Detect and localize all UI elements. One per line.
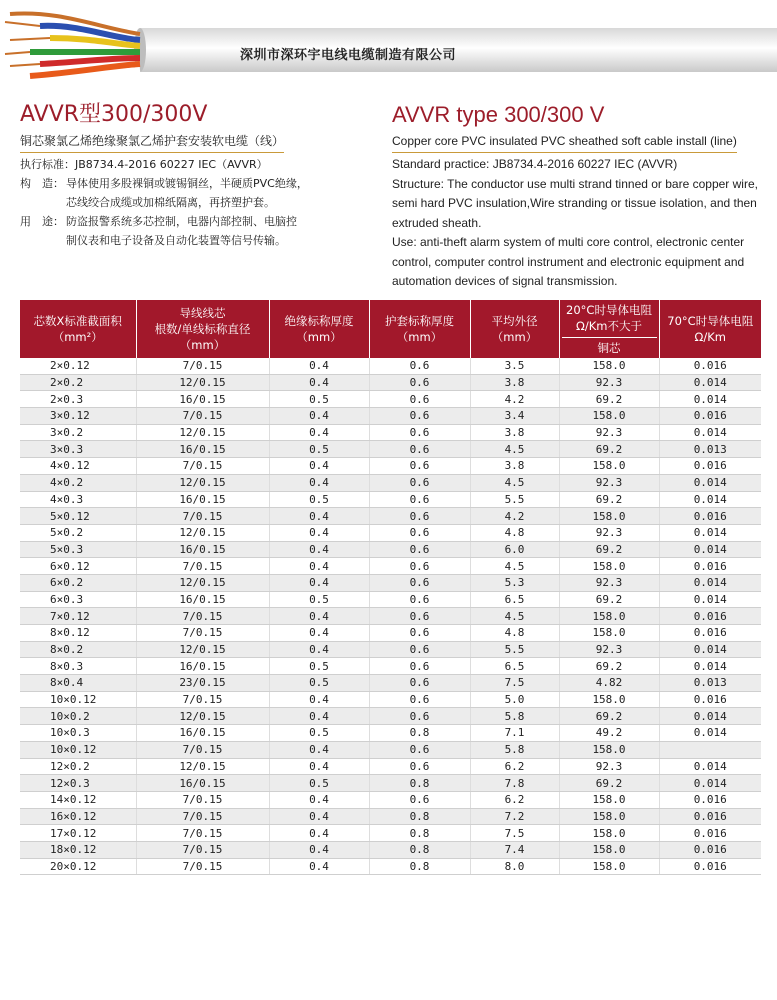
table-row bbox=[20, 808, 761, 825]
table-cell: 158.0 bbox=[559, 808, 659, 825]
table-row bbox=[20, 474, 761, 491]
structure-cn bbox=[20, 174, 360, 212]
table-cell: 2×0.2 bbox=[20, 374, 136, 391]
table-cell: 158.0 bbox=[559, 458, 659, 475]
table-cell: 7/0.15 bbox=[136, 625, 269, 642]
table-cell: 10×0.3 bbox=[20, 725, 136, 742]
table-cell: 0.6 bbox=[369, 741, 470, 758]
table-row bbox=[20, 725, 761, 742]
table-cell: 0.6 bbox=[369, 474, 470, 491]
structure-line: 芯线绞合成缆或加棉纸隔离，再挤塑护套。 bbox=[66, 196, 275, 209]
table-row bbox=[20, 608, 761, 625]
standard-en: Standard practice: JB8734.4-2016 60227 IEC (AVVR) bbox=[392, 157, 678, 171]
table-cell: 92.3 bbox=[559, 574, 659, 591]
table-row bbox=[20, 574, 761, 591]
col-header-insulation: 绝缘标称厚度 （mm） bbox=[269, 300, 369, 358]
table-cell: 0.016 bbox=[659, 825, 761, 842]
table-row bbox=[20, 374, 761, 391]
table-cell: 6.5 bbox=[470, 591, 559, 608]
table-cell: 23/0.15 bbox=[136, 675, 269, 692]
table-cell: 0.6 bbox=[369, 608, 470, 625]
table-cell bbox=[659, 741, 761, 758]
table-cell: 0.4 bbox=[269, 524, 369, 541]
table-cell: 2×0.12 bbox=[20, 358, 136, 374]
table-cell: 0.014 bbox=[659, 725, 761, 742]
table-cell: 0.014 bbox=[659, 591, 761, 608]
table-cell: 0.6 bbox=[369, 691, 470, 708]
table-cell: 0.6 bbox=[369, 658, 470, 675]
table-row bbox=[20, 408, 761, 425]
table-cell: 158.0 bbox=[559, 841, 659, 858]
table-cell: 6×0.12 bbox=[20, 558, 136, 575]
table-row bbox=[20, 841, 761, 858]
table-header-row bbox=[20, 300, 761, 358]
structure-label: 构 造： bbox=[20, 177, 64, 190]
table-cell: 0.4 bbox=[269, 691, 369, 708]
table-cell: 92.3 bbox=[559, 641, 659, 658]
table-cell: 2×0.3 bbox=[20, 391, 136, 408]
table-cell: 0.4 bbox=[269, 358, 369, 374]
table-cell: 5.0 bbox=[470, 691, 559, 708]
table-cell: 69.2 bbox=[559, 391, 659, 408]
table-cell: 12/0.15 bbox=[136, 758, 269, 775]
table-cell: 5.5 bbox=[470, 641, 559, 658]
table-cell: 0.6 bbox=[369, 675, 470, 692]
table-row bbox=[20, 558, 761, 575]
table-cell: 7.5 bbox=[470, 675, 559, 692]
table-cell: 0.5 bbox=[269, 591, 369, 608]
use-cn bbox=[20, 212, 360, 250]
table-cell: 7/0.15 bbox=[136, 841, 269, 858]
table-cell: 4×0.12 bbox=[20, 458, 136, 475]
table-cell: 0.014 bbox=[659, 708, 761, 725]
col-header-sheath: 护套标称厚度 （mm） bbox=[369, 300, 470, 358]
table-cell: 8×0.4 bbox=[20, 675, 136, 692]
table-cell: 4.5 bbox=[470, 608, 559, 625]
table-cell: 0.4 bbox=[269, 708, 369, 725]
table-cell: 7.2 bbox=[470, 808, 559, 825]
table-cell: 0.016 bbox=[659, 791, 761, 808]
table-cell: 16/0.15 bbox=[136, 725, 269, 742]
table-cell: 7/0.15 bbox=[136, 558, 269, 575]
table-cell: 0.4 bbox=[269, 841, 369, 858]
table-cell: 0.016 bbox=[659, 691, 761, 708]
table-row bbox=[20, 625, 761, 642]
table-cell: 69.2 bbox=[559, 541, 659, 558]
table-cell: 6.0 bbox=[470, 541, 559, 558]
table-cell: 0.014 bbox=[659, 524, 761, 541]
table-cell: 0.6 bbox=[369, 424, 470, 441]
table-cell: 7.1 bbox=[470, 725, 559, 742]
table-cell: 0.4 bbox=[269, 558, 369, 575]
table-cell: 0.4 bbox=[269, 825, 369, 842]
table-cell: 0.4 bbox=[269, 474, 369, 491]
table-cell: 20×0.12 bbox=[20, 858, 136, 875]
table-cell: 158.0 bbox=[559, 825, 659, 842]
table-row bbox=[20, 458, 761, 475]
table-cell: 0.016 bbox=[659, 841, 761, 858]
table-cell: 16/0.15 bbox=[136, 658, 269, 675]
table-cell: 0.5 bbox=[269, 658, 369, 675]
table-cell: 0.014 bbox=[659, 474, 761, 491]
table-cell: 12/0.15 bbox=[136, 524, 269, 541]
table-cell: 0.016 bbox=[659, 558, 761, 575]
table-row bbox=[20, 775, 761, 792]
table-cell: 4.8 bbox=[470, 524, 559, 541]
table-cell: 8×0.12 bbox=[20, 625, 136, 642]
table-cell: 0.6 bbox=[369, 408, 470, 425]
product-subtitle-cn: 铜芯聚氯乙烯绝缘聚氯乙烯护套安装软电缆（线） bbox=[20, 132, 284, 153]
structure-en: Structure: The conductor use multi strand tinned or bare copper wire, semi hard PVC insulation,Wire stranding or tissue isolation, and then extruded sheath. bbox=[392, 176, 758, 230]
table-cell: 0.6 bbox=[369, 708, 470, 725]
table-cell: 4×0.2 bbox=[20, 474, 136, 491]
table-cell: 12/0.15 bbox=[136, 574, 269, 591]
table-row bbox=[20, 691, 761, 708]
table-cell: 0.4 bbox=[269, 741, 369, 758]
table-cell: 0.6 bbox=[369, 625, 470, 642]
table-cell: 3.8 bbox=[470, 374, 559, 391]
col-header-conductor: 导线线芯 根数/单线标称直径 （mm） bbox=[136, 300, 269, 358]
table-cell: 4.5 bbox=[470, 558, 559, 575]
table-cell: 0.6 bbox=[369, 441, 470, 458]
table-cell: 0.5 bbox=[269, 441, 369, 458]
use-line: 防盗报警系统多芯控制，电器内部控制、电脑控 bbox=[66, 215, 297, 228]
use-line: 制仪表和电子设备及自动化装置等信号传输。 bbox=[66, 234, 286, 247]
table-row bbox=[20, 541, 761, 558]
table-cell: 0.6 bbox=[369, 524, 470, 541]
table-cell: 5×0.3 bbox=[20, 541, 136, 558]
table-cell: 3.8 bbox=[470, 424, 559, 441]
standard-cn: 执行标准：JB8734.4-2016 60227 IEC（AVVR） bbox=[20, 158, 268, 171]
table-cell: 0.4 bbox=[269, 424, 369, 441]
table-cell: 0.013 bbox=[659, 675, 761, 692]
table-cell: 69.2 bbox=[559, 591, 659, 608]
table-cell: 0.8 bbox=[369, 858, 470, 875]
table-cell: 158.0 bbox=[559, 358, 659, 374]
table-row bbox=[20, 758, 761, 775]
table-cell: 4×0.3 bbox=[20, 491, 136, 508]
table-cell: 0.5 bbox=[269, 675, 369, 692]
table-cell: 0.6 bbox=[369, 591, 470, 608]
table-cell: 7/0.15 bbox=[136, 608, 269, 625]
table-cell: 158.0 bbox=[559, 625, 659, 642]
table-cell: 8×0.3 bbox=[20, 658, 136, 675]
table-cell: 158.0 bbox=[559, 408, 659, 425]
table-cell: 0.6 bbox=[369, 541, 470, 558]
table-cell: 0.4 bbox=[269, 641, 369, 658]
table-cell: 158.0 bbox=[559, 741, 659, 758]
table-cell: 0.4 bbox=[269, 608, 369, 625]
table-cell: 158.0 bbox=[559, 608, 659, 625]
table-cell: 0.014 bbox=[659, 424, 761, 441]
table-cell: 5×0.12 bbox=[20, 508, 136, 525]
col-header-cores: 芯数X标准截面积 （mm²） bbox=[20, 300, 136, 358]
table-cell: 7.8 bbox=[470, 775, 559, 792]
table-cell: 18×0.12 bbox=[20, 841, 136, 858]
table-cell: 0.016 bbox=[659, 608, 761, 625]
table-cell: 69.2 bbox=[559, 441, 659, 458]
table-row bbox=[20, 524, 761, 541]
table-cell: 12×0.2 bbox=[20, 758, 136, 775]
table-cell: 0.6 bbox=[369, 574, 470, 591]
table-cell: 16/0.15 bbox=[136, 541, 269, 558]
table-cell: 92.3 bbox=[559, 374, 659, 391]
table-row bbox=[20, 391, 761, 408]
table-cell: 69.2 bbox=[559, 708, 659, 725]
table-cell: 16/0.15 bbox=[136, 491, 269, 508]
table-cell: 17×0.12 bbox=[20, 825, 136, 842]
table-cell: 0.6 bbox=[369, 758, 470, 775]
table-row bbox=[20, 825, 761, 842]
table-cell: 14×0.12 bbox=[20, 791, 136, 808]
table-cell: 5.8 bbox=[470, 708, 559, 725]
table-cell: 0.6 bbox=[369, 791, 470, 808]
table-row bbox=[20, 508, 761, 525]
table-cell: 12/0.15 bbox=[136, 424, 269, 441]
table-cell: 10×0.2 bbox=[20, 708, 136, 725]
use-label: 用 途： bbox=[20, 215, 64, 228]
table-cell: 12×0.3 bbox=[20, 775, 136, 792]
table-cell: 4.8 bbox=[470, 625, 559, 642]
table-row bbox=[20, 675, 761, 692]
table-cell: 3×0.3 bbox=[20, 441, 136, 458]
table-row bbox=[20, 741, 761, 758]
table-cell: 0.4 bbox=[269, 374, 369, 391]
table-cell: 0.4 bbox=[269, 808, 369, 825]
table-cell: 92.3 bbox=[559, 524, 659, 541]
table-cell: 3.4 bbox=[470, 408, 559, 425]
table-cell: 5.8 bbox=[470, 741, 559, 758]
table-cell: 3.5 bbox=[470, 358, 559, 374]
table-cell: 0.014 bbox=[659, 658, 761, 675]
table-cell: 92.3 bbox=[559, 758, 659, 775]
table-cell: 6×0.3 bbox=[20, 591, 136, 608]
table-cell: 7.4 bbox=[470, 841, 559, 858]
table-cell: 4.5 bbox=[470, 441, 559, 458]
table-cell: 92.3 bbox=[559, 474, 659, 491]
table-cell: 16/0.15 bbox=[136, 391, 269, 408]
table-row bbox=[20, 708, 761, 725]
table-cell: 5.5 bbox=[470, 491, 559, 508]
table-cell: 6.5 bbox=[470, 658, 559, 675]
table-cell: 0.8 bbox=[369, 841, 470, 858]
table-cell: 7/0.15 bbox=[136, 408, 269, 425]
table-cell: 49.2 bbox=[559, 725, 659, 742]
table-cell: 0.6 bbox=[369, 358, 470, 374]
table-cell: 16/0.15 bbox=[136, 441, 269, 458]
table-cell: 8×0.2 bbox=[20, 641, 136, 658]
table-cell: 0.016 bbox=[659, 808, 761, 825]
table-cell: 0.016 bbox=[659, 625, 761, 642]
table-cell: 7/0.15 bbox=[136, 741, 269, 758]
table-cell: 158.0 bbox=[559, 691, 659, 708]
table-cell: 158.0 bbox=[559, 791, 659, 808]
table-cell: 0.4 bbox=[269, 408, 369, 425]
table-cell: 0.4 bbox=[269, 458, 369, 475]
table-cell: 0.016 bbox=[659, 408, 761, 425]
table-cell: 7.5 bbox=[470, 825, 559, 842]
spec-english bbox=[392, 100, 762, 292]
table-cell: 158.0 bbox=[559, 558, 659, 575]
table-cell: 6.2 bbox=[470, 758, 559, 775]
table-cell: 0.016 bbox=[659, 858, 761, 875]
table-cell: 4.82 bbox=[559, 675, 659, 692]
table-cell: 7/0.15 bbox=[136, 358, 269, 374]
spec-table bbox=[20, 300, 761, 875]
table-cell: 10×0.12 bbox=[20, 691, 136, 708]
table-cell: 0.6 bbox=[369, 641, 470, 658]
table-cell: 5×0.2 bbox=[20, 524, 136, 541]
table-cell: 0.8 bbox=[369, 808, 470, 825]
table-cell: 3×0.12 bbox=[20, 408, 136, 425]
table-cell: 7/0.15 bbox=[136, 508, 269, 525]
col-header-diameter: 平均外径 （mm） bbox=[470, 300, 559, 358]
table-cell: 0.8 bbox=[369, 775, 470, 792]
table-cell: 69.2 bbox=[559, 491, 659, 508]
table-cell: 0.014 bbox=[659, 541, 761, 558]
table-cell: 0.5 bbox=[269, 775, 369, 792]
table-cell: 0.014 bbox=[659, 574, 761, 591]
table-cell: 7/0.15 bbox=[136, 825, 269, 842]
header-banner bbox=[0, 0, 777, 80]
table-cell: 0.6 bbox=[369, 374, 470, 391]
table-cell: 12/0.15 bbox=[136, 708, 269, 725]
spec-chinese bbox=[20, 100, 360, 250]
table-cell: 16/0.15 bbox=[136, 591, 269, 608]
table-cell: 0.4 bbox=[269, 508, 369, 525]
table-cell: 0.013 bbox=[659, 441, 761, 458]
table-cell: 7/0.15 bbox=[136, 691, 269, 708]
table-cell: 0.016 bbox=[659, 458, 761, 475]
table-cell: 0.6 bbox=[369, 508, 470, 525]
table-row bbox=[20, 658, 761, 675]
table-cell: 0.6 bbox=[369, 458, 470, 475]
col-header-resistance-20: 20°C时导体电阻 Ω/Km不大于 铜芯 bbox=[559, 300, 659, 358]
table-cell: 0.8 bbox=[369, 825, 470, 842]
table-row bbox=[20, 358, 761, 374]
table-cell: 12/0.15 bbox=[136, 374, 269, 391]
table-cell: 0.4 bbox=[269, 574, 369, 591]
table-row bbox=[20, 641, 761, 658]
table-cell: 0.014 bbox=[659, 491, 761, 508]
table-cell: 12/0.15 bbox=[136, 474, 269, 491]
table-cell: 6.2 bbox=[470, 791, 559, 808]
product-subtitle-en: Copper core PVC insulated PVC sheathed soft cable install (line) bbox=[392, 132, 737, 153]
table-cell: 12/0.15 bbox=[136, 641, 269, 658]
table-row bbox=[20, 791, 761, 808]
product-title-cn: AVVR型300/300V bbox=[20, 102, 208, 127]
table-cell: 16/0.15 bbox=[136, 775, 269, 792]
table-cell: 3×0.2 bbox=[20, 424, 136, 441]
table-cell: 7/0.15 bbox=[136, 791, 269, 808]
table-cell: 0.014 bbox=[659, 374, 761, 391]
table-cell: 7/0.15 bbox=[136, 458, 269, 475]
table-cell: 69.2 bbox=[559, 775, 659, 792]
table-cell: 92.3 bbox=[559, 424, 659, 441]
table-cell: 69.2 bbox=[559, 658, 659, 675]
table-cell: 0.016 bbox=[659, 358, 761, 374]
table-cell: 0.6 bbox=[369, 391, 470, 408]
table-cell: 10×0.12 bbox=[20, 741, 136, 758]
table-cell: 6×0.2 bbox=[20, 574, 136, 591]
structure-line: 导体使用多股裸铜或镀锡铜丝，半硬质PVC绝缘， bbox=[66, 177, 308, 190]
table-cell: 4.2 bbox=[470, 508, 559, 525]
table-cell: 4.2 bbox=[470, 391, 559, 408]
use-en: Use: anti-theft alarm system of multi core control, electronic center control, computer control instrument and electronic equipment and automation devices of signal transmission. bbox=[392, 235, 745, 288]
table-cell: 0.5 bbox=[269, 491, 369, 508]
table-row bbox=[20, 491, 761, 508]
table-row bbox=[20, 591, 761, 608]
table-cell: 0.8 bbox=[369, 725, 470, 742]
table-cell: 0.014 bbox=[659, 758, 761, 775]
company-name: 深圳市深环宇电线电缆制造有限公司 bbox=[240, 48, 457, 63]
table-cell: 0.4 bbox=[269, 758, 369, 775]
table-cell: 5.3 bbox=[470, 574, 559, 591]
table-cell: 0.4 bbox=[269, 625, 369, 642]
table-cell: 0.4 bbox=[269, 858, 369, 875]
table-row bbox=[20, 424, 761, 441]
product-title-en: AVVR type 300/300 V bbox=[392, 102, 605, 127]
table-cell: 0.016 bbox=[659, 508, 761, 525]
table-cell: 0.6 bbox=[369, 491, 470, 508]
table-row bbox=[20, 858, 761, 875]
table-cell: 4.5 bbox=[470, 474, 559, 491]
table-cell: 0.014 bbox=[659, 391, 761, 408]
table-cell: 0.014 bbox=[659, 641, 761, 658]
table-cell: 0.6 bbox=[369, 558, 470, 575]
cable-illustration bbox=[0, 0, 777, 80]
col-header-resistance-70: 70°C时导体电阻 Ω/Km bbox=[659, 300, 761, 358]
table-cell: 7×0.12 bbox=[20, 608, 136, 625]
table-cell: 0.5 bbox=[269, 725, 369, 742]
table-cell: 3.8 bbox=[470, 458, 559, 475]
table-cell: 0.5 bbox=[269, 391, 369, 408]
table-cell: 0.014 bbox=[659, 775, 761, 792]
table-cell: 158.0 bbox=[559, 858, 659, 875]
table-cell: 16×0.12 bbox=[20, 808, 136, 825]
table-cell: 8.0 bbox=[470, 858, 559, 875]
table-row bbox=[20, 441, 761, 458]
table-cell: 7/0.15 bbox=[136, 858, 269, 875]
table-cell: 0.4 bbox=[269, 791, 369, 808]
table-cell: 0.4 bbox=[269, 541, 369, 558]
table-cell: 158.0 bbox=[559, 508, 659, 525]
table-cell: 7/0.15 bbox=[136, 808, 269, 825]
